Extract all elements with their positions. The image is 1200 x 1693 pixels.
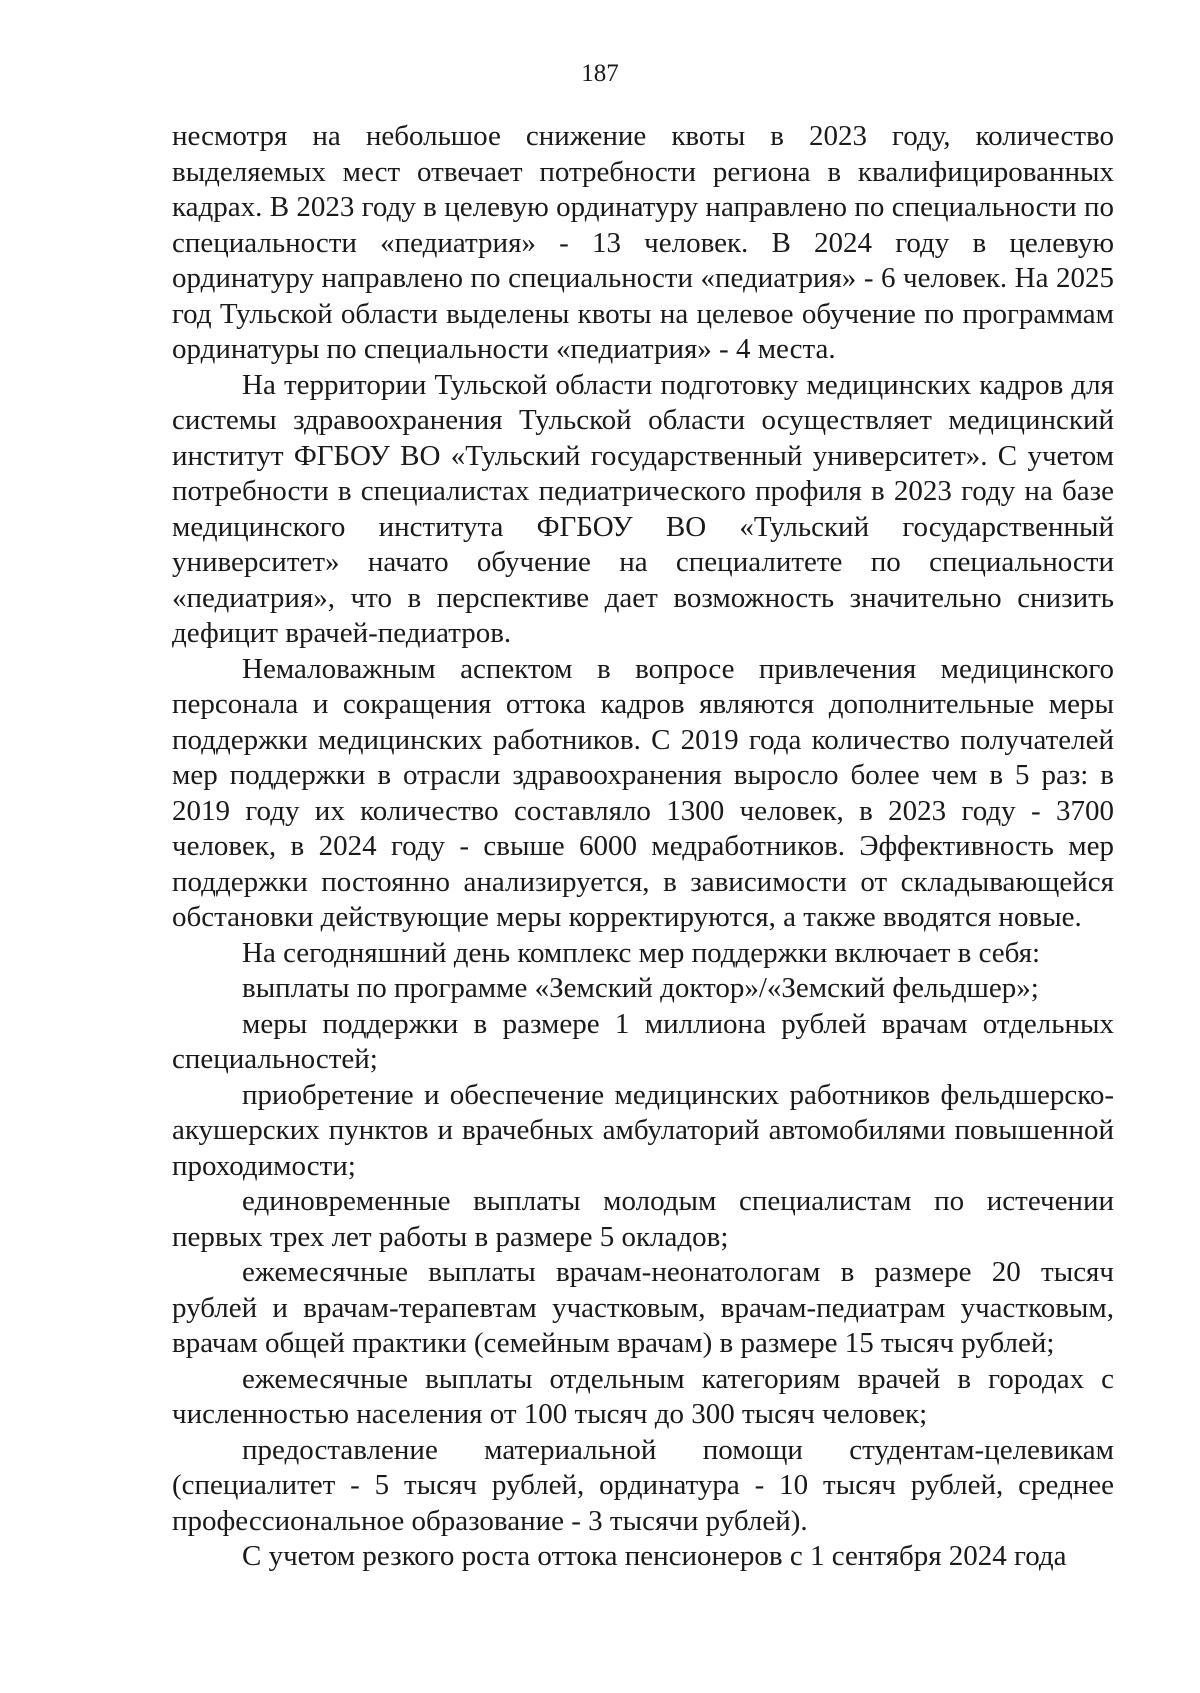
document-body bbox=[172, 119, 1114, 1575]
paragraph-medical-institute: На территории Тульской области подготовку медицинских кадров для системы здравоохранения Тульской области осуществляет медицинский институт ФГБОУ ВО «Тульский государственный университет». С учетом потребности в специалистах педиатрического профиля в 2023 году на базе медицинского института ФГБОУ ВО «Тульский государственный университет» начато обучение на специалитете по специальности «педиатрия», что в перспективе дает возможность значительно снизить дефицит врачей-педиатров. bbox=[172, 368, 1114, 649]
list-item-zemsky-doctor: выплаты по программе «Земский доктор»/«Земский фельдшер»; bbox=[242, 972, 1039, 1004]
list-item-young-specialists: единовременные выплаты молодым специалистам по истечении первых трех лет работы в размере 5 окладов; bbox=[172, 1185, 1114, 1253]
page-number: 187 bbox=[581, 60, 619, 87]
list-item-million-rubles: меры поддержки в размере 1 миллиона рублей врачам отдельных специальностей; bbox=[172, 1007, 1114, 1075]
list-item-city-payments: ежемесячные выплаты отдельным категориям врачей в городах с численностью населения от 100 тысяч до 300 тысяч человек; bbox=[172, 1362, 1114, 1430]
list-item-monthly-payments: ежемесячные выплаты врачам-неонатологам в размере 20 тысяч рублей и врачам-терапевтам участковым, врачам-педиатрам участковым, врачам общей практики (семейным врачам) в размере 15 тысяч рублей; bbox=[172, 1256, 1114, 1359]
list-item-vehicles: приобретение и обеспечение медицинских работников фельдшерско-акушерских пунктов и врачебных амбулаторий автомобилями повышенной проходимости; bbox=[172, 1078, 1114, 1182]
paragraph-pensioners: С учетом резкого роста оттока пенсионеров с 1 сентября 2024 года bbox=[242, 1540, 1067, 1572]
paragraph-support-intro: На сегодняшний день комплекс мер поддержки включает в себя: bbox=[242, 936, 1041, 969]
paragraph-quota-continuation: несмотря на небольшое снижение квоты в 2023 году, количество выделяемых мест отвечает потребности региона в квалифицированных кадрах. В 2023 году в целевую ординатуру направлено по специальности по специальности «педиатрия» - 13 человек. В 2024 году в целевую ординатуру направлено по специальности «педиатрия» - 6 человек. На 2025 год Тульской области выделены квоты на целевое обучение по программам ординатуры по специальности «педиатрия» - 4 места. bbox=[172, 120, 1114, 365]
list-item-student-aid: предоставление материальной помощи студентам-целевикам (специалитет - 5 тысяч рублей, ординатура - 10 тысяч рублей, среднее профессиональное образование - 3 тысячи рублей). bbox=[172, 1433, 1114, 1537]
paragraph-support-measures: Немаловажным аспектом в вопросе привлечения медицинского персонала и сокращения оттока кадров являются дополнительные меры поддержки медицинских работников. С 2019 года количество получателей мер поддержки в отрасли здравоохранения выросло более чем в 5 раз: в 2019 году их количество составляло 1300 человек, в 2023 году - 3700 человек, в 2024 году - свыше 6000 медработников. Эффективность мер поддержки постоянно анализируется, в зависимости от складывающейся обстановки действующие меры корректируются, а также вводятся новые. bbox=[172, 652, 1114, 933]
